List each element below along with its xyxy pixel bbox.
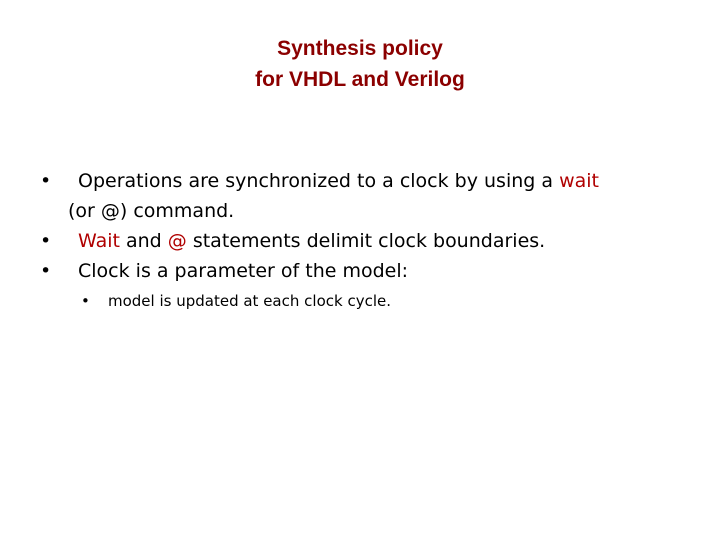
bullet-dot-icon: • <box>40 170 52 192</box>
sub-bullet-text-model-updated: model is updated at each clock cycle. <box>108 292 391 310</box>
bullet-text-clock-parameter: Clock is a parameter of the model: <box>78 260 409 282</box>
bullet-text-and: and <box>119 230 168 252</box>
bullet-text-operations-continued: (or @) command. <box>68 200 235 222</box>
keyword-wait: wait <box>559 170 599 192</box>
bullet-item-operations <box>0 166 720 226</box>
bullet-text-operations-part: Operations are synchronized to a clock by using a <box>78 170 560 192</box>
sub-bullet-dot-icon: • <box>81 292 90 310</box>
bullet-list <box>0 166 720 313</box>
slide-title-line-1: Synthesis policy <box>277 37 443 60</box>
slide-title <box>0 33 720 95</box>
sub-bullet-item-model-updated <box>0 289 720 313</box>
bullet-dot-icon: • <box>40 260 52 282</box>
keyword-at-sign: @ <box>167 230 187 252</box>
keyword-wait-capital: Wait <box>78 230 120 252</box>
bullet-item-wait-statements <box>0 226 720 256</box>
bullet-dot-icon: • <box>40 230 52 252</box>
bullet-item-clock-parameter <box>0 256 720 286</box>
bullet-text-delimit: statements delimit clock boundaries. <box>186 230 546 252</box>
slide-title-line-2: for VHDL and Verilog <box>255 68 465 91</box>
bullet-text-operations <box>78 170 599 192</box>
